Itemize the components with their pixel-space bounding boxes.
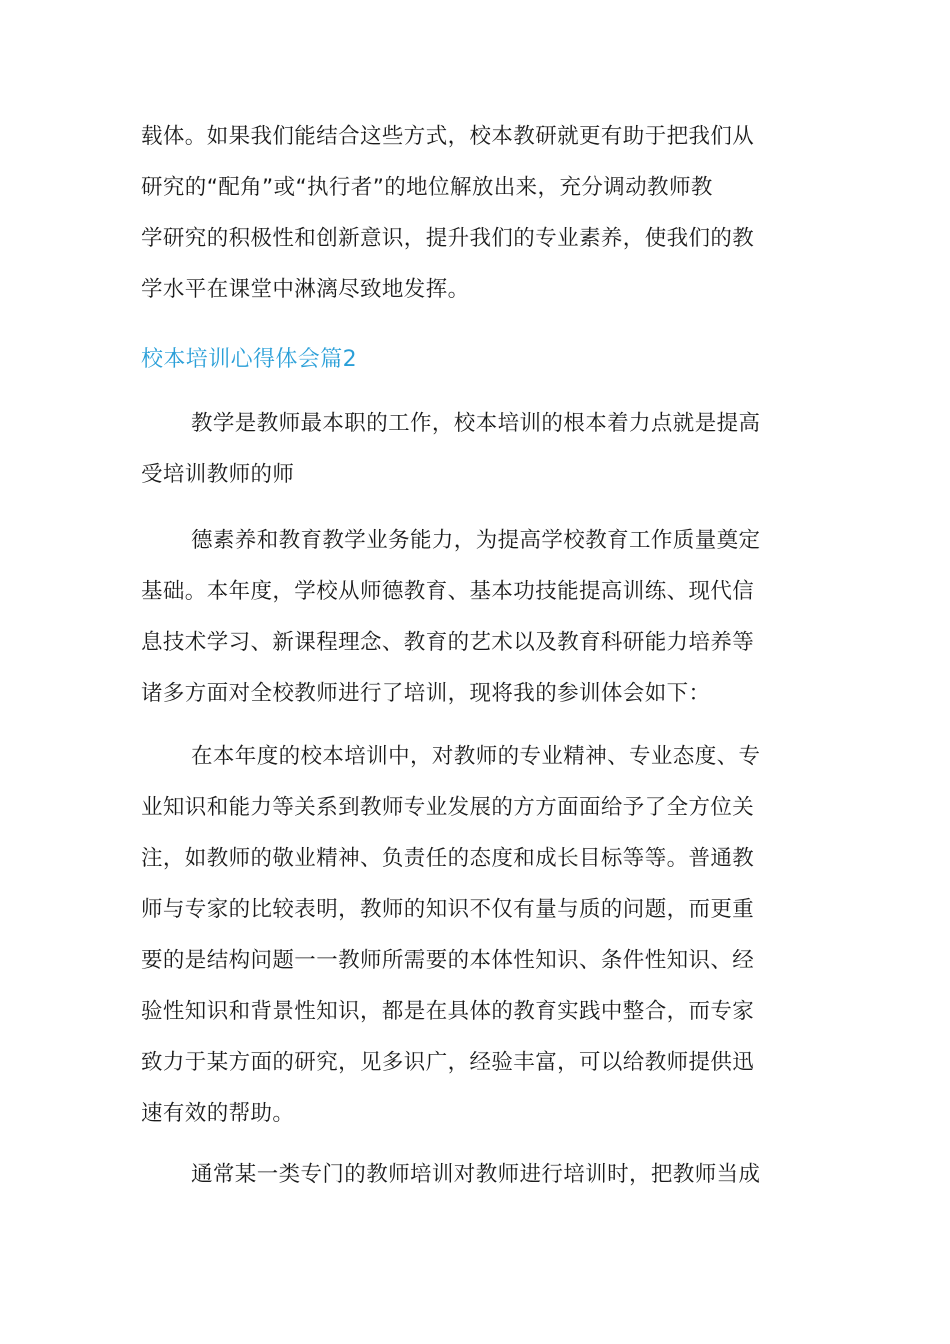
paragraph-3 — [141, 731, 811, 1139]
paragraph-line: 诸多方面对全校教师进行了培训，现将我的参训体会如下： — [141, 681, 711, 706]
paragraph-line: 受培训教师的师 — [141, 462, 295, 487]
paragraph-line: 德素养和教育教学业务能力，为提高学校教育工作质量奠定 — [191, 528, 761, 553]
paragraph-line: 学水平在课堂中淋漓尽致地发挥。 — [141, 277, 470, 302]
paragraph-line: 致力于某方面的研究，见多识广，经验丰富，可以给教师提供迅 — [141, 1050, 755, 1075]
paragraph-line: 通常某一类专门的教师培训对教师进行培训时，把教师当成 — [191, 1162, 761, 1187]
paragraph-line: 师与专家的比较表明，教师的知识不仅有量与质的问题，而更重 — [141, 897, 755, 922]
paragraph-2 — [141, 515, 811, 719]
paragraph-continued — [141, 111, 811, 315]
paragraph-line: 注，如教师的敬业精神、负责任的态度和成长目标等等。普通教 — [141, 846, 755, 871]
paragraph-1 — [141, 398, 811, 500]
paragraph-line: 验性知识和背景性知识，都是在具体的教育实践中整合，而专家 — [141, 999, 755, 1024]
paragraph-4 — [141, 1149, 811, 1200]
paragraph-line: 要的是结构问题一一教师所需要的本体性知识、条件性知识、经 — [141, 948, 755, 973]
paragraph-line: 息技术学习、新课程理念、教育的艺术以及教育科研能力培养等 — [141, 630, 755, 655]
paragraph-line: 教学是教师最本职的工作，校本培训的根本着力点就是提高 — [191, 411, 761, 436]
paragraph-line: 速有效的帮助。 — [141, 1101, 295, 1126]
paragraph-line: 在本年度的校本培训中，对教师的专业精神、专业态度、专 — [191, 744, 761, 769]
paragraph-line: 基础。本年度，学校从师德教育、基本功技能提高训练、现代信 — [141, 579, 755, 604]
paragraph-line: 研究的“配角”或“执行者”的地位解放出来，充分调动教师教 — [141, 175, 713, 200]
paragraph-line: 载体。如果我们能结合这些方式，校本教研就更有助于把我们从 — [141, 124, 755, 149]
paragraph-line: 学研究的积极性和创新意识，提升我们的专业素养，使我们的教 — [141, 226, 755, 251]
section-heading: 校本培训心得体会篇2 — [141, 347, 357, 372]
paragraph-line: 业知识和能力等关系到教师专业发展的方方面面给予了全方位关 — [141, 795, 755, 820]
